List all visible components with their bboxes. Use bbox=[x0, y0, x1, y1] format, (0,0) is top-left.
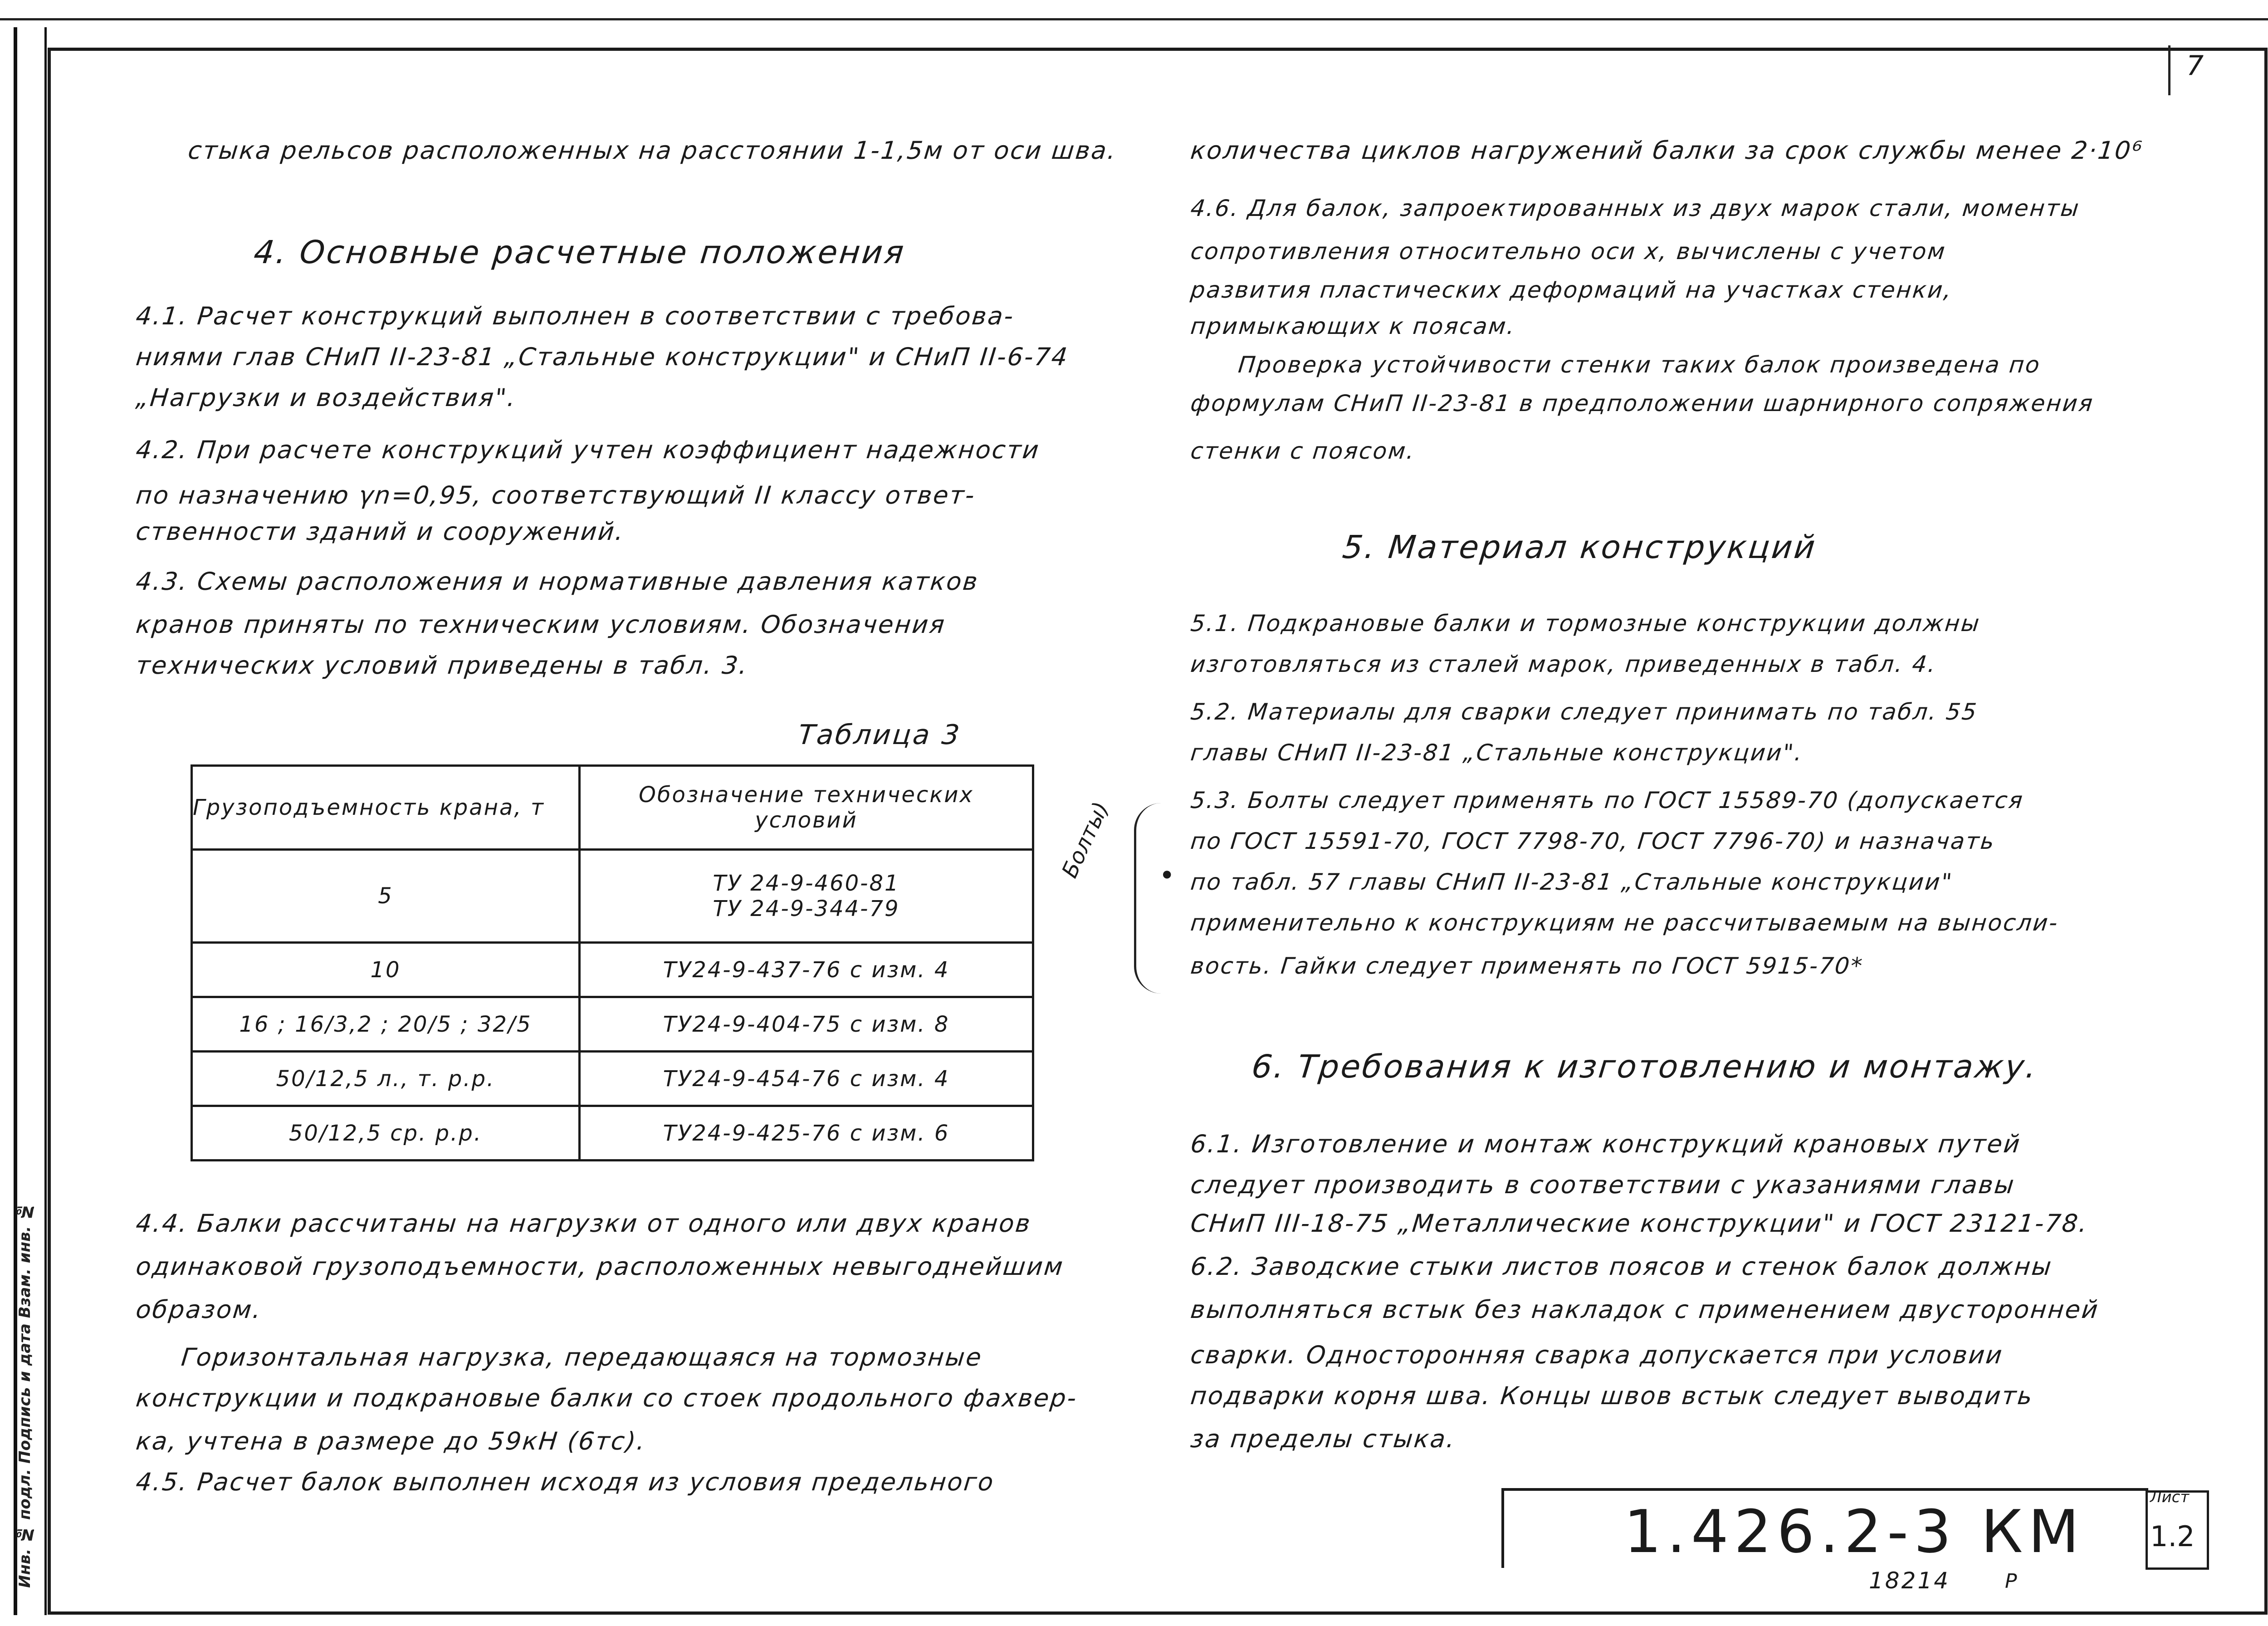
table-row bbox=[192, 943, 1033, 997]
text-line: изготовляться из сталей марок, приведенных в табл. 4. bbox=[1189, 651, 1938, 677]
text-line: кранов приняты по техническим условиям. Обозначения bbox=[134, 610, 947, 639]
table-cell-spec: ТУ24-9-437-76 с изм. 4 bbox=[580, 943, 1033, 997]
sheet-label: Лист bbox=[2150, 1488, 2190, 1506]
text-line: 4.2. При расчете конструкций учтен коэффициент надежности bbox=[134, 436, 1041, 464]
text-line: ка, учтена в размере до 59кН (6тс). bbox=[134, 1427, 648, 1455]
table-row bbox=[192, 850, 1033, 943]
text-line: примыкающих к поясам. bbox=[1189, 313, 1517, 339]
text-line: одинаковой грузоподъемности, расположенных невыгоднейшим bbox=[134, 1252, 1066, 1281]
text-line: Проверка устойчивости стенки таких балок произведена по bbox=[1237, 352, 2042, 378]
text-line: 4.6. Для балок, запроектированных из двух марок стали, моменты bbox=[1189, 195, 2082, 221]
text-line: формулам СНиП II-23-81 в предположении шарнирного сопряжения bbox=[1189, 390, 2095, 416]
text-line: 6.2. Заводские стыки листов поясов и стенок балок должны bbox=[1189, 1252, 2054, 1281]
text-line: сварки. Односторонняя сварка допускается при условии bbox=[1189, 1341, 2005, 1369]
text-line: 6.1. Изготовление и монтаж конструкций крановых путей bbox=[1189, 1130, 2023, 1158]
text-line: сопротивления относительно оси х, вычислены с учетом bbox=[1189, 238, 1948, 264]
table-cell-spec bbox=[580, 850, 1033, 943]
text-line: 5.3. Болты следует применять по ГОСТ 15589-70 (допускается bbox=[1189, 787, 2025, 813]
table-row bbox=[192, 1106, 1033, 1161]
table-cell-capacity: 50/12,5 ср. р.р. bbox=[192, 1106, 580, 1161]
text-line: следует производить в соответствии с указаниями главы bbox=[1189, 1171, 2017, 1199]
text-line: технических условий приведены в табл. 3. bbox=[134, 651, 750, 680]
sheet-number: 1.2 bbox=[2150, 1520, 2195, 1553]
text-line: СНиП III-18-75 „Металлические конструкции" и ГОСТ 23121-78. bbox=[1189, 1209, 2090, 1238]
table-cell-capacity: 50/12,5 л., т. р.р. bbox=[192, 1052, 580, 1106]
table-header-spec bbox=[580, 766, 1033, 850]
text-line: „Нагрузки и воздействия". bbox=[134, 383, 518, 412]
text-line: применительно к конструкциям не рассчитываемым на выносли- bbox=[1189, 910, 2060, 936]
section-heading-4: 4. Основные расчетные положения bbox=[252, 234, 908, 271]
left-strip-label: Инв. № подл. Подпись и дата Взам. инв. № bbox=[16, 1202, 34, 1588]
text-line: 4.1. Расчет конструкций выполнен в соответствии с требова- bbox=[134, 302, 1016, 330]
page-corner-number: 7 bbox=[2186, 50, 2204, 82]
text-line: Горизонтальная нагрузка, передающаяся на тормозные bbox=[180, 1343, 984, 1371]
table-caption: Таблица 3 bbox=[797, 719, 963, 751]
table-cell-spec: ТУ24-9-454-76 с изм. 4 bbox=[580, 1052, 1033, 1106]
text-line: стенки с поясом. bbox=[1189, 438, 1417, 464]
table-row bbox=[192, 1052, 1033, 1106]
text-line: ниями глав СНиП II-23-81 „Стальные конструкции" и СНиП II-6-74 bbox=[134, 343, 1070, 371]
text-line: 4.3. Схемы расположения и нормативные давления катков bbox=[134, 567, 980, 596]
text-line: 4.5. Расчет балок выполнен исходя из условия предельного bbox=[134, 1468, 996, 1496]
margin-bracket bbox=[1134, 803, 1173, 994]
text-line: подварки корня шва. Концы швов встык следует выводить bbox=[1189, 1381, 2035, 1410]
text-line: по ГОСТ 15591-70, ГОСТ 7798-70, ГОСТ 7796-70) и назначать bbox=[1189, 828, 1997, 854]
table-header-spec-line2: условий bbox=[755, 808, 858, 833]
corner-divider bbox=[2168, 45, 2170, 95]
table-header-capacity: Грузоподъемность крана, т bbox=[192, 766, 580, 850]
text-line: по табл. 57 главы СНиП II-23-81 „Стальные конструкции" bbox=[1189, 869, 1955, 895]
text-line: по назначению γn=0,95, соответствующий II классу ответ- bbox=[134, 481, 978, 509]
text-line: 5.1. Подкрановые балки и тормозные конструкции должны bbox=[1189, 610, 1982, 637]
table-cell-capacity: 5 bbox=[192, 850, 580, 943]
table-cell-capacity: 16 ; 16/3,2 ; 20/5 ; 32/5 bbox=[192, 997, 580, 1052]
table-row bbox=[192, 997, 1033, 1052]
document-code: 1.426.2-3 КМ bbox=[1624, 1497, 2085, 1566]
table-cell-spec-line: ТУ 24-9-460-81 bbox=[713, 871, 900, 896]
inventory-number: 18214 bbox=[1869, 1567, 1950, 1594]
top-border-line bbox=[0, 18, 2268, 20]
section-heading-6: 6. Требования к изготовлению и монтажу. bbox=[1250, 1048, 2040, 1085]
text-line: развития пластических деформаций на участках стенки, bbox=[1189, 277, 1954, 303]
text-line: за пределы стыка. bbox=[1189, 1425, 1457, 1453]
table-cell-spec: ТУ24-9-425-76 с изм. 6 bbox=[580, 1106, 1033, 1161]
text-line: стыка рельсов расположенных на расстоянии 1-1,5м от оси шва. bbox=[186, 136, 1119, 165]
text-line: 5.2. Материалы для сварки следует принимать по табл. 55 bbox=[1189, 699, 1979, 725]
table-header-row bbox=[192, 766, 1033, 850]
inventory-suffix: P bbox=[2005, 1570, 2017, 1593]
text-line: 4.4. Балки рассчитаны на нагрузки от одного или двух кранов bbox=[134, 1209, 1033, 1238]
margin-dot: • bbox=[1159, 860, 1175, 891]
text-line: конструкции и подкрановые балки со стоек продольного фахвер- bbox=[134, 1384, 1079, 1412]
text-line: главы СНиП II-23-81 „Стальные конструкции". bbox=[1189, 740, 1805, 766]
text-line: ственности зданий и сооружений. bbox=[134, 517, 626, 546]
table-cell-spec: ТУ24-9-404-75 с изм. 8 bbox=[580, 997, 1033, 1052]
section-heading-5: 5. Материал конструкций bbox=[1340, 529, 1819, 566]
table-cell-spec-line: ТУ 24-9-344-79 bbox=[713, 896, 900, 921]
text-line: выполняться встык без накладок с применением двусторонней bbox=[1189, 1295, 2101, 1324]
text-line: образом. bbox=[134, 1295, 264, 1324]
table-header-spec-line1: Обозначение технических bbox=[639, 782, 974, 808]
text-line: вость. Гайки следует применять по ГОСТ 5915-70* bbox=[1189, 953, 1865, 979]
table-3 bbox=[191, 764, 1034, 1161]
text-line: количества циклов нагружений балки за срок службы менее 2·10⁶ bbox=[1189, 136, 2145, 165]
table-cell-capacity: 10 bbox=[192, 943, 580, 997]
margin-handwritten-note: Болты) bbox=[1057, 798, 1114, 882]
